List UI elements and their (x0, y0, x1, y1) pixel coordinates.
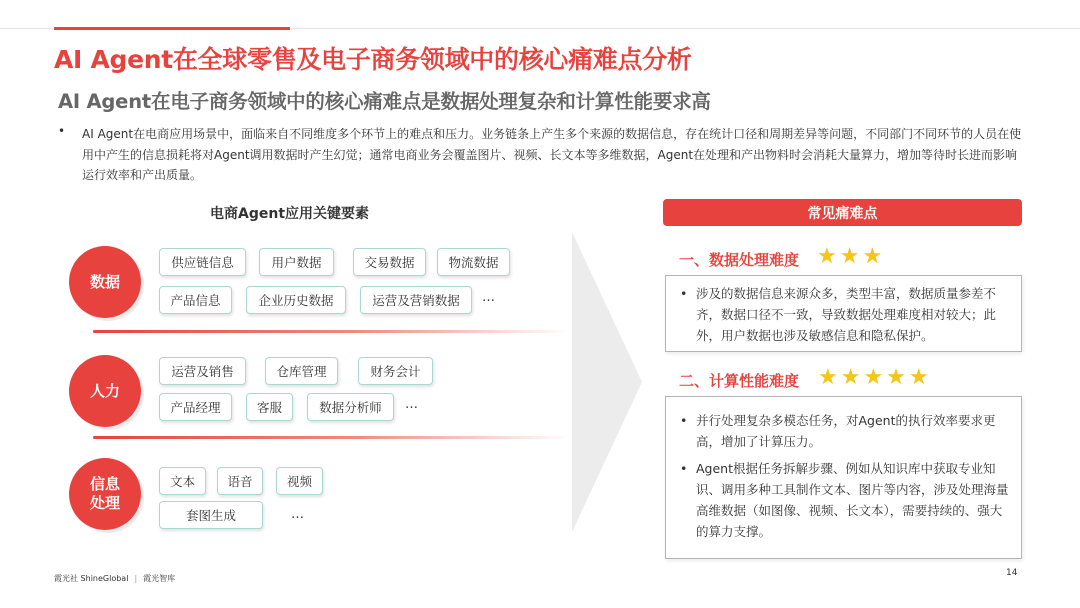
pain-point-item: • Agent根据任务拆解步骤、例如从知识库中获取专业知识、调用多种工具制作文本、图片等内容，涉及处理海量高维数据（如图像、视频、长文本），需要持续的、强大的算力支撑。 (676, 458, 1011, 542)
tag-product-info: 产品信息 (159, 286, 232, 314)
tag-data-analyst: 数据分析师 (307, 393, 394, 421)
flow-arrow-icon (572, 232, 644, 532)
tag-ops-sales: 运营及销售 (159, 357, 246, 385)
category-circle-data: 数据 (69, 246, 141, 318)
brand-name-2: 霞光智库 (143, 574, 176, 583)
tag-customer-service: 客服 (246, 393, 293, 421)
elements-heading: 电商Agent应用关键要素 (210, 206, 370, 222)
pain-point-item: • 涉及的数据信息来源众多，类型丰富，数据质量参差不齐，数据口径不一致，导致数据处理难度相对较大；此外，用户数据也涉及敏感信息和隐私保护。 (676, 283, 1011, 346)
footer-separator: | (134, 574, 138, 583)
tag-logistics-data: 物流数据 (437, 248, 510, 276)
tag-supply-chain: 供应链信息 (159, 248, 246, 276)
top-rule-accent (54, 27, 290, 30)
tag-enterprise-history: 企业历史数据 (246, 286, 346, 314)
page-number: 14 (1006, 568, 1018, 578)
pain-point-box (665, 275, 1022, 352)
tag-product-manager: 产品经理 (159, 393, 232, 421)
section-title-compute: 二、计算性能难度 (679, 372, 800, 390)
category-circle-manpower: 人力 (69, 355, 141, 427)
bullet-dot: • (680, 461, 688, 476)
difficulty-stars: ★★★★★ (818, 365, 932, 390)
pain-point-item: • 并行处理复杂多模态任务，对Agent的执行效率要求更高，增加了计算压力。 (676, 410, 1011, 452)
section-divider (93, 436, 570, 439)
section-divider (93, 330, 570, 333)
tag-transaction-data: 交易数据 (353, 248, 426, 276)
tag-video: 视频 (276, 467, 323, 495)
intro-paragraph (58, 124, 1026, 186)
category-circle-info-processing (69, 458, 141, 530)
bullet-dot: • (680, 286, 688, 301)
brand-name: 霞光社 ShineGlobal (54, 574, 129, 583)
tag-user-data: 用户数据 (259, 248, 334, 276)
more-ellipsis: … (405, 397, 418, 412)
tag-voice: 语音 (217, 467, 263, 495)
tag-ops-marketing: 运营及营销数据 (360, 286, 472, 314)
intro-bullet: • (58, 124, 66, 138)
pain-points-header: 常见痛难点 (663, 199, 1022, 226)
section-title-data-processing: 一、数据处理难度 (679, 251, 800, 269)
tag-image-set: 套图生成 (159, 501, 263, 529)
difficulty-stars: ★★★ (817, 244, 886, 269)
more-ellipsis: … (291, 507, 304, 522)
tag-warehouse: 仓库管理 (265, 357, 338, 385)
bullet-dot: • (680, 413, 688, 428)
page-subtitle: AI Agent在电子商务领域中的核心痛难点是数据处理复杂和计算性能要求高 (58, 90, 711, 113)
pain-point-box (665, 396, 1022, 559)
category-label: 信息 处理 (89, 475, 120, 512)
tag-text: 文本 (159, 467, 206, 495)
tag-finance: 财务会计 (358, 357, 433, 385)
footer-brand (54, 573, 175, 584)
intro-text: AI Agent在电商应用场景中，面临来自不同维度多个环节上的难点和压力。业务链条上产生多个来源的数据信息，存在统计口径和周期差异等问题，不同部门不同环节的人员在使用中产生的信息损耗将对Agent调用数据时产生幻觉；通常电商业务会覆盖图片、视频、长文本等多维数据，Agent在处理和产出物料时会消耗大量算力，增加等待时长进而影响运行效率和产出质量。 (82, 127, 1022, 182)
more-ellipsis: … (482, 290, 495, 305)
page-title: AI Agent在全球零售及电子商务领域中的核心痛难点分析 (54, 45, 692, 74)
